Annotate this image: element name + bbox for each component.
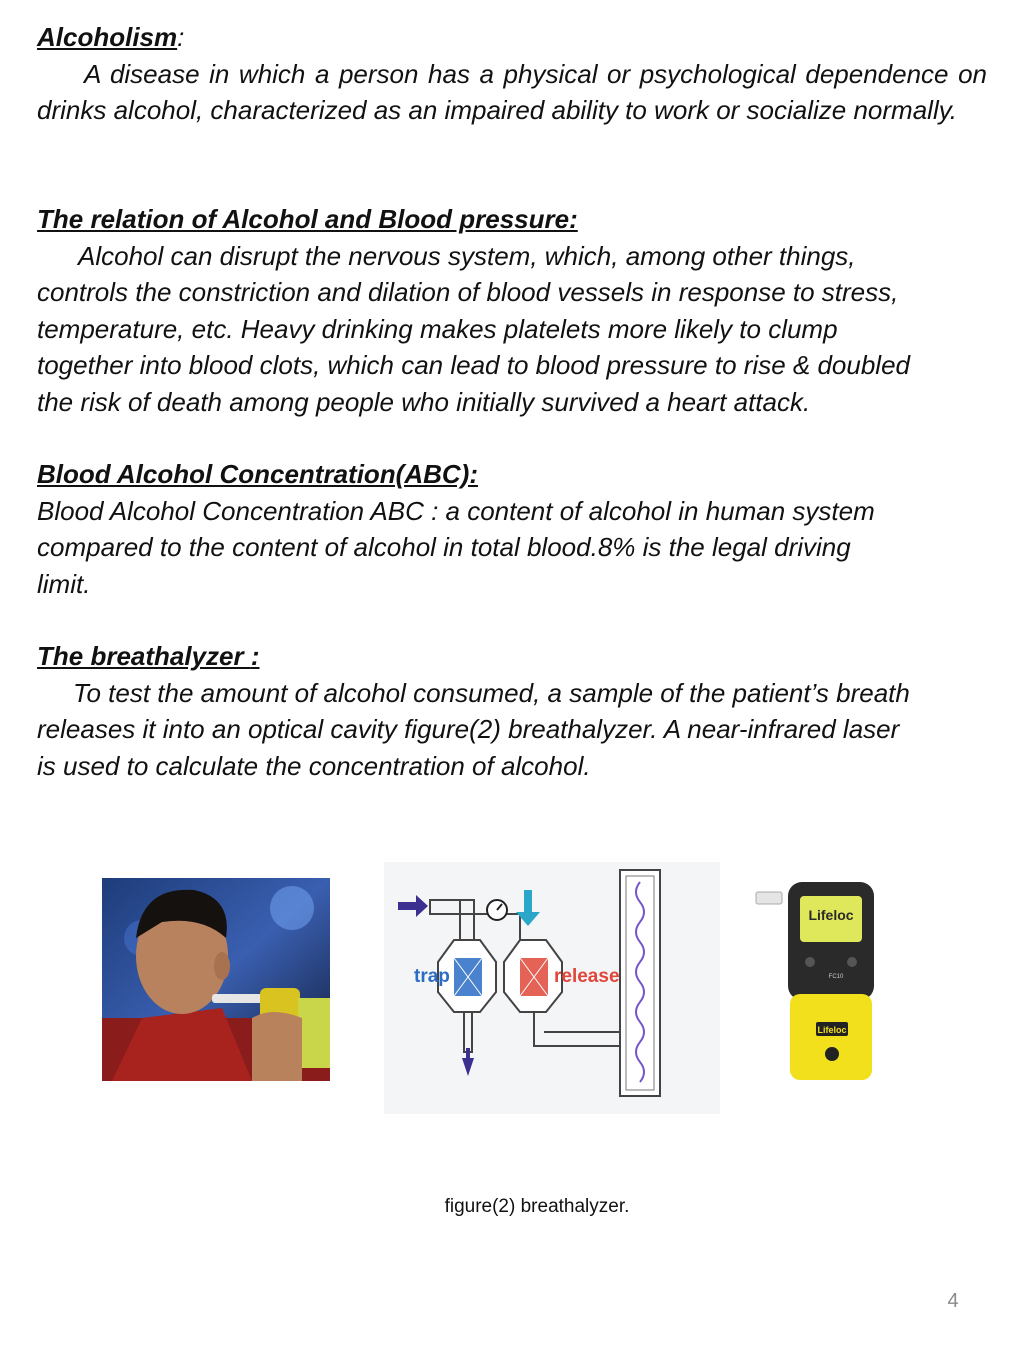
heading-abc: Blood Alcohol Concentration(ABC):	[37, 459, 478, 489]
heading-colon: :	[177, 22, 185, 52]
paragraph-alcoholism: A disease in which a person has a physical or psychological dependence on drinks alcohol, characterized as an impaired ability to work or socialize normally.	[37, 58, 987, 125]
heading-breathalyzer-text	[37, 641, 260, 671]
heading-alcoholism	[37, 19, 987, 56]
section-breathalyzer	[37, 638, 987, 784]
paragraph-line: Blood Alcohol Concentration ABC : a content of alcohol in human system	[37, 495, 875, 526]
section-abc	[37, 456, 987, 602]
paragraph-line: together into blood clots, which can lead to blood pressure to rise & doubled	[37, 350, 910, 380]
diagram-optical-cavity	[384, 862, 720, 1114]
device-brand-bottom: Lifeloc	[817, 1025, 847, 1035]
paragraph-line: the risk of death among people who initially survived a heart attack.	[37, 386, 811, 417]
release-label: release	[554, 966, 620, 987]
device-model: FC10	[828, 974, 844, 980]
heading-breathalyzer	[37, 638, 987, 675]
page-number: 4	[947, 1290, 959, 1312]
section-relation	[37, 201, 987, 420]
paragraph-line: releases it into an optical cavity figure(2) breathalyzer. A near-infrared laser	[37, 714, 900, 744]
paragraph-line: controls the constriction and dilation of blood vessels in response to stress,	[37, 277, 899, 307]
photo-person-breathalyzer	[102, 878, 330, 1081]
paragraph-line: To test the amount of alcohol consumed, a sample of the patient’s breath	[73, 677, 910, 708]
paragraph-line: is used to calculate the concentration of alcohol.	[37, 750, 591, 781]
trap-label: trap	[414, 966, 450, 987]
paragraph-line: compared to the content of alcohol in total blood.8% is the legal driving	[37, 532, 851, 562]
section-alcoholism	[37, 19, 987, 129]
paragraph-line: temperature, etc. Heavy drinking makes platelets more likely to clump	[37, 313, 838, 344]
paragraph-line: Alcohol can disrupt the nervous system, which, among other things,	[78, 240, 856, 271]
figure-caption: figure(2) breathalyzer.	[444, 1196, 630, 1217]
device-brand-top: Lifeloc	[808, 907, 854, 923]
heading-colon: :	[250, 641, 260, 671]
heading-relation: The relation of Alcohol and Blood pressure:	[37, 204, 578, 234]
heading-alcoholism-text: Alcoholism	[37, 22, 178, 52]
heading-breathalyzer-label: The breathalyzer	[37, 641, 251, 671]
paragraph-line: limit.	[37, 568, 91, 599]
device-breathalyzer	[750, 882, 880, 1082]
